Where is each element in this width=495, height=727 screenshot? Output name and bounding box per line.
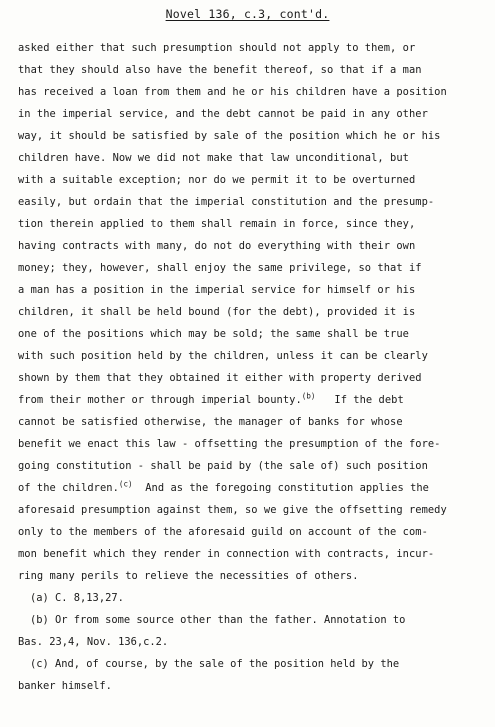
heading-text: Novel 136, c.3, cont'd.	[165, 7, 330, 21]
body-line-with-footnote	[18, 389, 488, 411]
footnote-marker-c: (c)	[118, 479, 133, 489]
body-line-with-footnote	[18, 477, 488, 499]
body-line: money; they, however, shall enjoy the same privilege, so that if	[18, 262, 422, 274]
body-line-text: from their mother or through imperial bounty.	[18, 394, 302, 406]
footnote-b-line-2: Bas. 23,4, Nov. 136,c.2.	[18, 636, 169, 648]
body-line-tail: And as the foregoing constitution applies the	[145, 482, 429, 494]
body-line: benefit we enact this law - offsetting the presumption of the fore-	[18, 438, 441, 450]
body-line: in the imperial service, and the debt cannot be paid in any other	[18, 108, 428, 120]
body-text	[18, 37, 488, 587]
body-line: mon benefit which they render in connection with contracts, incur-	[18, 548, 435, 560]
body-line: way, it should be satisfied by sale of the position which he or his	[18, 130, 441, 142]
body-line: having contracts with many, do not do everything with their own	[18, 240, 416, 252]
body-line: has received a loan from them and he or his children have a position	[18, 86, 447, 98]
body-line-text: of the children.	[18, 482, 119, 494]
body-line: aforesaid presumption against them, so we give the offsetting remedy	[18, 504, 447, 516]
body-line: tion therein applied to them shall remain in force, since they,	[18, 218, 416, 230]
body-line: with such position held by the children, unless it can be clearly	[18, 350, 428, 362]
footnote-c-line-2: banker himself.	[18, 680, 112, 692]
body-line: easily, but ordain that the imperial constitution and the presump-	[18, 196, 435, 208]
body-line: one of the positions which may be sold; the same shall be true	[18, 328, 409, 340]
body-line: children have. Now we did not make that law unconditional, but	[18, 152, 409, 164]
body-line-tail: If the debt	[334, 394, 404, 406]
footnote-marker-b: (b)	[301, 391, 316, 401]
footnote-c-line-1: (c) And, of course, by the sale of the position held by the	[30, 658, 400, 670]
body-line: children, it shall be held bound (for the debt), provided it is	[18, 306, 416, 318]
body-line: ring many perils to relieve the necessities of others.	[18, 570, 359, 582]
footnote-b-line-1: (b) Or from some source other than the father. Annotation to	[30, 614, 406, 626]
footnotes	[18, 587, 488, 697]
body-line: only to the members of the aforesaid guild on account of the com-	[18, 526, 428, 538]
body-line: shown by them that they obtained it either with property derived	[18, 372, 422, 384]
body-line: going constitution - shall be paid by (the sale of) such position	[18, 460, 428, 472]
body-line: cannot be satisfied otherwise, the manager of banks for whose	[18, 416, 403, 428]
body-line: asked either that such presumption should not apply to them, or	[18, 42, 416, 54]
body-line: a man has a position in the imperial service for himself or his	[18, 284, 416, 296]
footnote-a: (a) C. 8,13,27.	[30, 592, 124, 604]
page-heading	[0, 7, 495, 21]
body-line: that they should also have the benefit thereof, so that if a man	[18, 64, 422, 76]
body-line: with a suitable exception; nor do we permit it to be overturned	[18, 174, 416, 186]
